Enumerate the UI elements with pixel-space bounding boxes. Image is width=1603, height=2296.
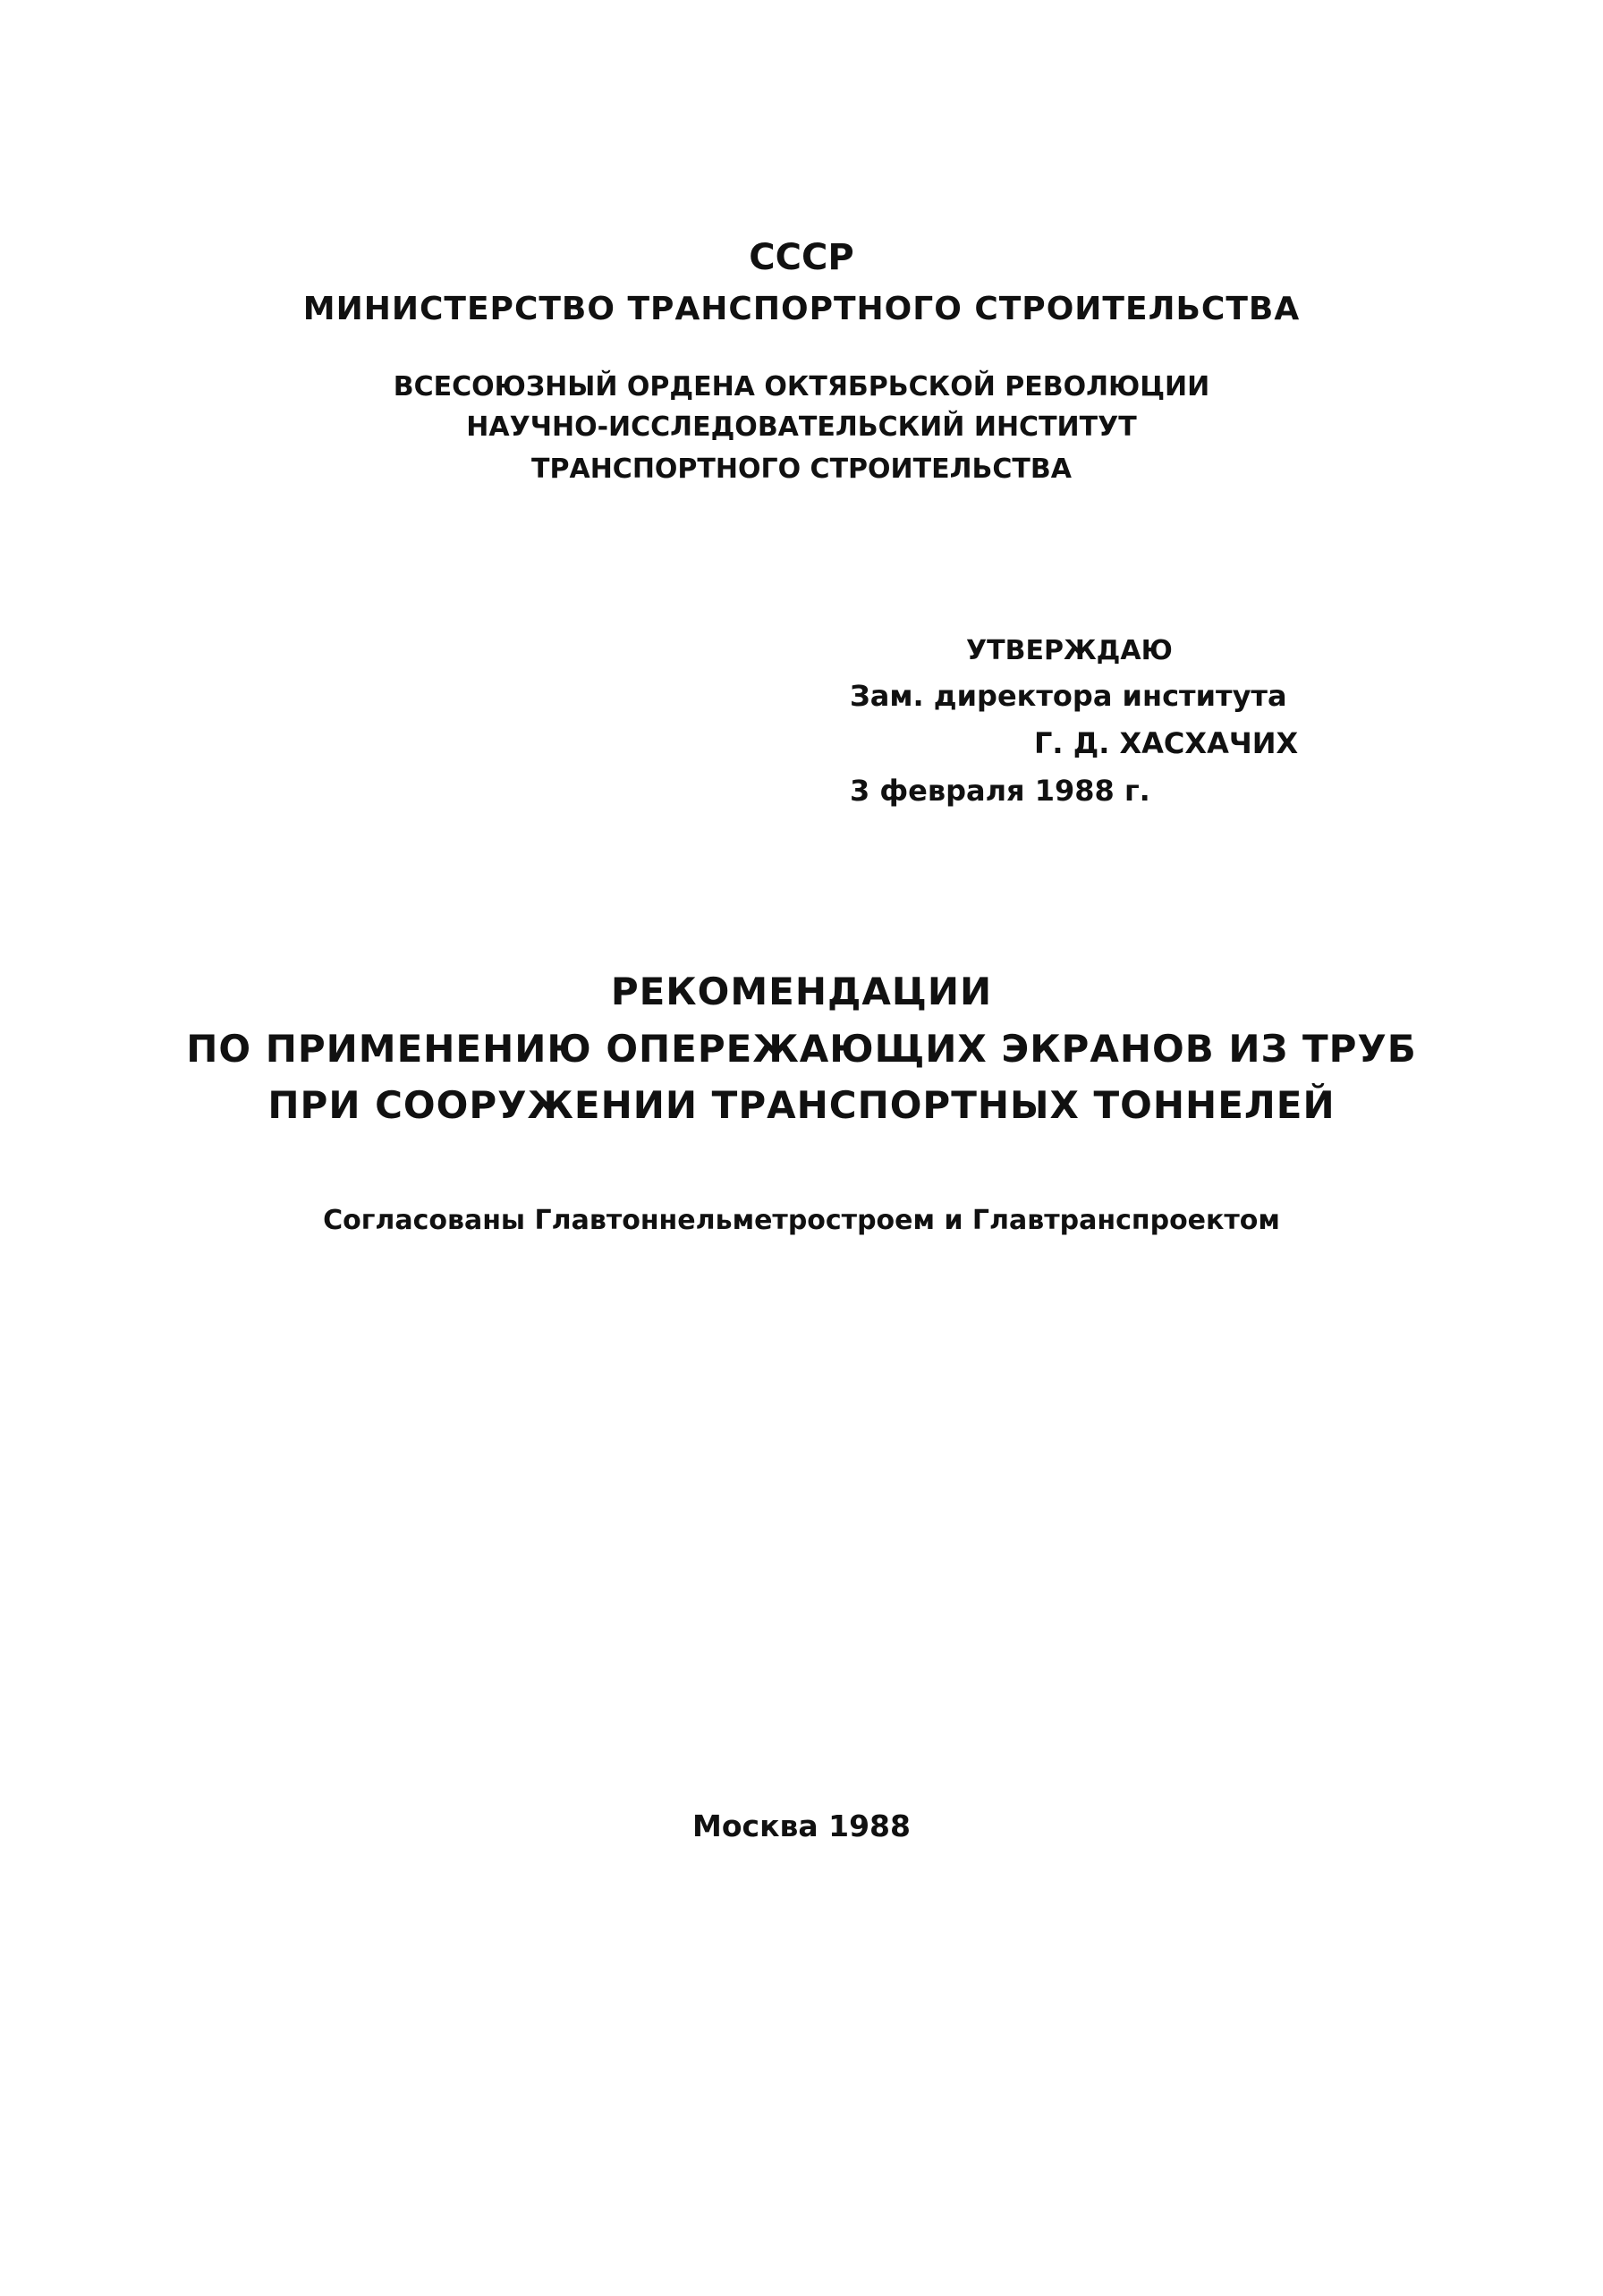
title-line-2: ПО ПРИМЕНЕНИЮ ОПЕРЕЖАЮЩИХ ЭКРАНОВ ИЗ ТРУБ [186, 1027, 1417, 1071]
ministry-heading: МИНИСТЕРСТВО ТРАНСПОРТНОГО СТРОИТЕЛЬСТВА [302, 291, 1301, 327]
city-year: Москва 1988 [692, 1809, 911, 1843]
approval-position: Зам. директора института [850, 679, 1287, 713]
title-line-3: ПРИ СООРУЖЕНИИ ТРАНСПОРТНЫХ ТОННЕЛЕЙ [267, 1083, 1336, 1127]
agreed-note: Согласованы Главтоннельметростроем и Главтранспроектом [323, 1205, 1280, 1236]
approval-label: УТВЕРЖДАЮ [966, 635, 1173, 666]
title-line-1: РЕКОМЕНДАЦИИ [610, 970, 993, 1013]
approval-name: Г. Д. ХАСХАЧИХ [1034, 726, 1299, 760]
country-heading: СССР [749, 237, 854, 278]
institute-line-2: НАУЧНО-ИССЛЕДОВАТЕЛЬСКИЙ ИНСТИТУТ [466, 411, 1137, 443]
institute-line-1: ВСЕСОЮЗНЫЙ ОРДЕНА ОКТЯБРЬСКОЙ РЕВОЛЮЦИИ [393, 371, 1210, 402]
institute-line-3: ТРАНСПОРТНОГО СТРОИТЕЛЬСТВА [531, 453, 1072, 485]
approval-date: 3 февраля 1988 г. [850, 774, 1150, 808]
